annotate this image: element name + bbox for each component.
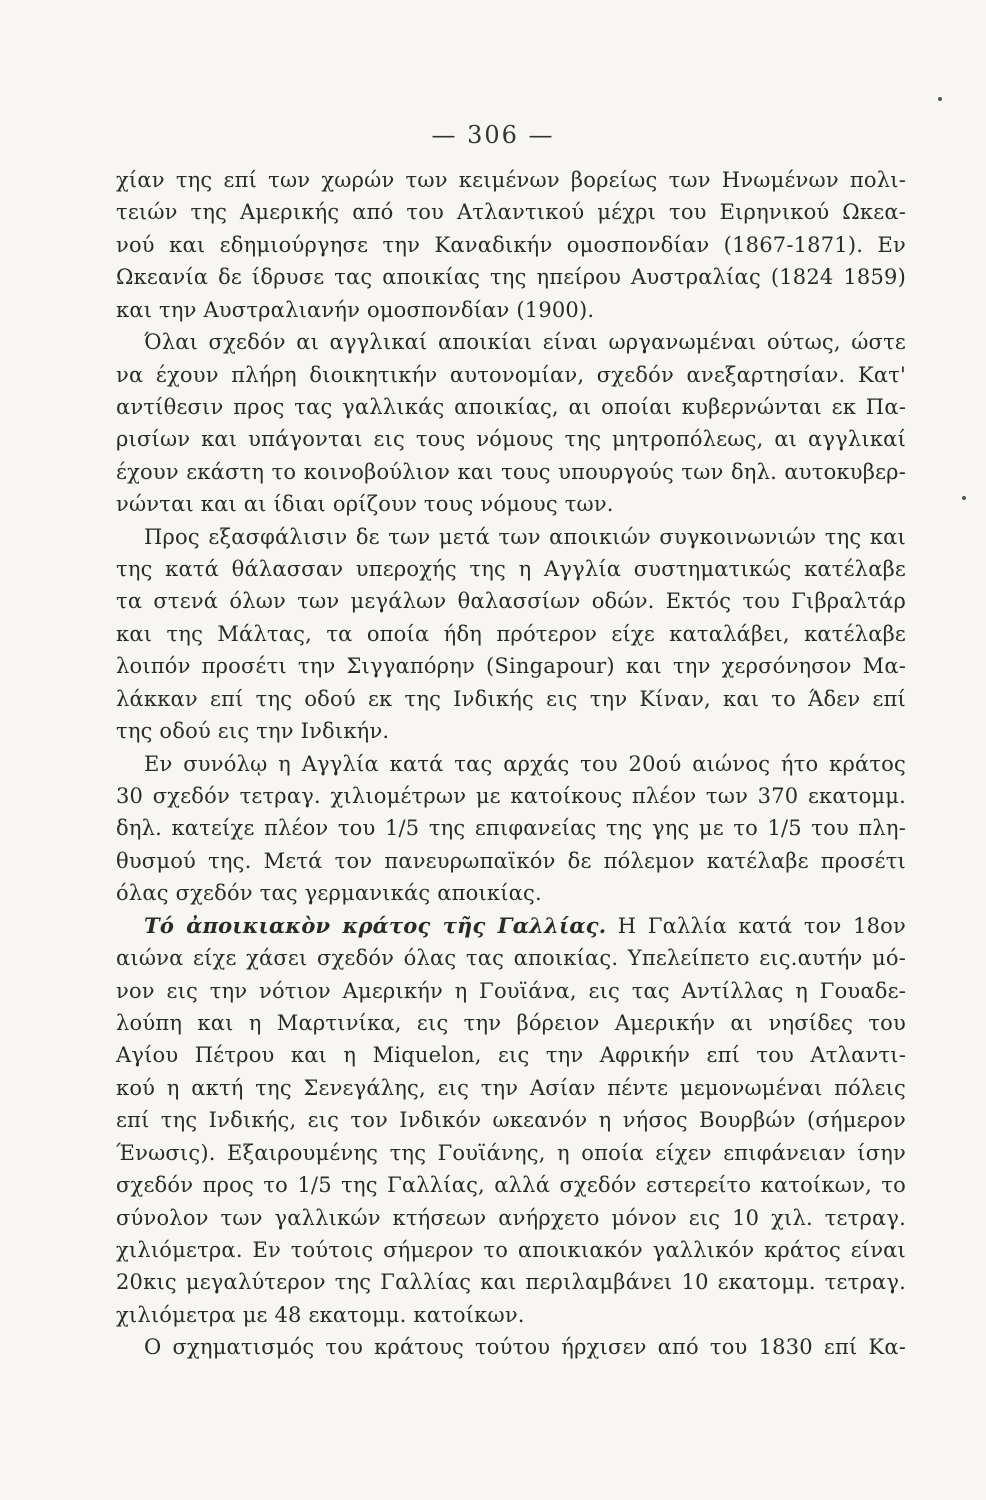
text-line: αντίθεσιν προς τας γαλλικάς αποικίας, αι οποίαι κυβερνώνται εκ Πα- (116, 394, 906, 419)
text-line: της οδού εις την Ινδικήν. (116, 719, 390, 744)
text-body (116, 164, 906, 1364)
text-line: και της Μάλτας, τα οποία ήδη πρότερον είχε καταλάβει, κατέλαβε (116, 621, 906, 646)
section-first-line-text: Η Γαλλία κατά τον 18ον (617, 913, 906, 938)
text-line: ρισίων και υπάγονται εις τους νόμους της μητροπόλεως, αι αγγλικαί (116, 427, 906, 452)
page-number: — 306 — (431, 121, 555, 149)
text-line: Ωκεανία δε ίδρυσε τας αποικίας της ηπείρου Αυστραλίας (1824 1859) (116, 265, 906, 290)
ink-speck (962, 496, 966, 500)
text-line: και την Αυστραλιανήν ομοσπονδίαν (1900). (116, 297, 595, 322)
text-line: λοιπόν προσέτι την Σιγγαπόρην (Singapour) και την χερσόνησον Μα- (116, 654, 906, 679)
text-line: νώνται και αι ίδιαι ορίζουν τους νόμους των. (116, 492, 614, 517)
text-line: Εν συνόλῳ η Αγγλία κατά τας αρχάς του 20ού αιώνος ήτο κράτος (144, 751, 906, 776)
text-line: νον εις την νότιον Αμερικήν η Γουϊάνα, εις τας Αντίλλας η Γουαδε- (116, 978, 906, 1003)
text-line: κού η ακτή της Σενεγάλης, εις την Ασίαν πέντε μεμονωμέναι πόλεις (116, 1075, 906, 1100)
text-line: λούπη και η Μαρτινίκα, εις την βόρειον Αμερικήν αι νησίδες του (116, 1010, 906, 1035)
text-line: χιλιόμετρα. Εν τούτοις σήμερον το αποικιακόν γαλλικόν κράτος είναι (116, 1237, 906, 1262)
text-line: Ένωσις). Εξαιρουμένης της Γουϊάνης, η οποία είχεν επιφάνειαν ίσην (116, 1140, 906, 1165)
text-line: λάκκαν επί της οδού εκ της Ινδικής εις την Κίναν, και το Άδεν επί (116, 686, 906, 711)
text-line: Προς εξασφάλισιν δε των μετά των αποικιών συγκοινωνιών της και (144, 524, 906, 549)
text-line: δηλ. κατείχε πλέον του 1/5 της επιφανείας της γης με το 1/5 του πλη- (116, 816, 906, 841)
section-heading-line (116, 910, 906, 942)
text-line: σύνολον των γαλλικών κτήσεων ανήρχετο μόνον εις 10 χιλ. τετραγ. (116, 1205, 906, 1230)
text-line: επί της Ινδικής, εις τον Ινδικόν ωκεανόν η νήσος Βουρβών (σήμερον (116, 1108, 906, 1133)
text-line: Αγίου Πέτρου και η Miquelon, εις την Αφρικήν επί του Ατλαντι- (116, 1043, 906, 1068)
text-line: να έχουν πλήρη διοικητικήν αυτονομίαν, σχεδόν ανεξαρτησίαν. Κατ' (116, 362, 906, 387)
text-line: τειών της Αμερικής από του Ατλαντικού μέχρι του Ειρηνικού Ωκεα- (116, 200, 906, 225)
section-title: Τό ἀποικιακὸν κράτος τῆς Γαλλίας. (144, 912, 607, 938)
text-line: τα στενά όλων των μεγάλων θαλασσίων οδών. Εκτός του Γιβραλτάρ (116, 589, 906, 614)
text-line: Ο σχηματισμός του κράτους τούτου ήρχισεν από του 1830 επί Κα- (144, 1335, 906, 1360)
text-line: χίαν της επί των χωρών των κειμένων βορείως των Ηνωμένων πολι- (116, 168, 906, 192)
text-line: όλας σχεδόν τας γερμανικάς αποικίας. (116, 881, 542, 906)
text-line: της κατά θάλασσαν υπεροχής της η Αγγλία συστηματικώς κατέλαβε (116, 557, 906, 582)
text-line: χιλιόμετρα με 48 εκατομμ. κατοίκων. (116, 1302, 525, 1327)
text-line: νού και εδημιούργησε την Καναδικήν ομοσπονδίαν (1867-1871). Εν (116, 232, 906, 257)
text-line: 30 σχεδόν τετραγ. χιλιομέτρων με κατοίκους πλέον των 370 εκατομμ. (116, 784, 906, 809)
text-line: 20κις μεγαλύτερον της Γαλλίας και περιλαμβάνει 10 εκατομμ. τετραγ. (116, 1270, 906, 1295)
ink-speck (938, 97, 942, 101)
text-line: αιώνα είχε χάσει σχεδόν όλας τας αποικίας. Υπελείπετο εις.αυτήν μό- (116, 946, 906, 971)
text-line: έχουν εκάστη το κοινοβούλιον και τους υπουργούς των δηλ. αυτοκυβερ- (116, 459, 906, 484)
text-line: σχεδόν προς το 1/5 της Γαλλίας, αλλά σχεδόν εστερείτο κατοίκων, το (116, 1173, 906, 1198)
text-line: θυσμού της. Μετά τον πανευρωπαϊκόν δε πόλεμον κατέλαβε προσέτι (116, 848, 906, 873)
text-line: Όλαι σχεδόν αι αγγλικαί αποικίαι είναι ωργανωμέναι ούτως, ώστε (144, 330, 906, 355)
